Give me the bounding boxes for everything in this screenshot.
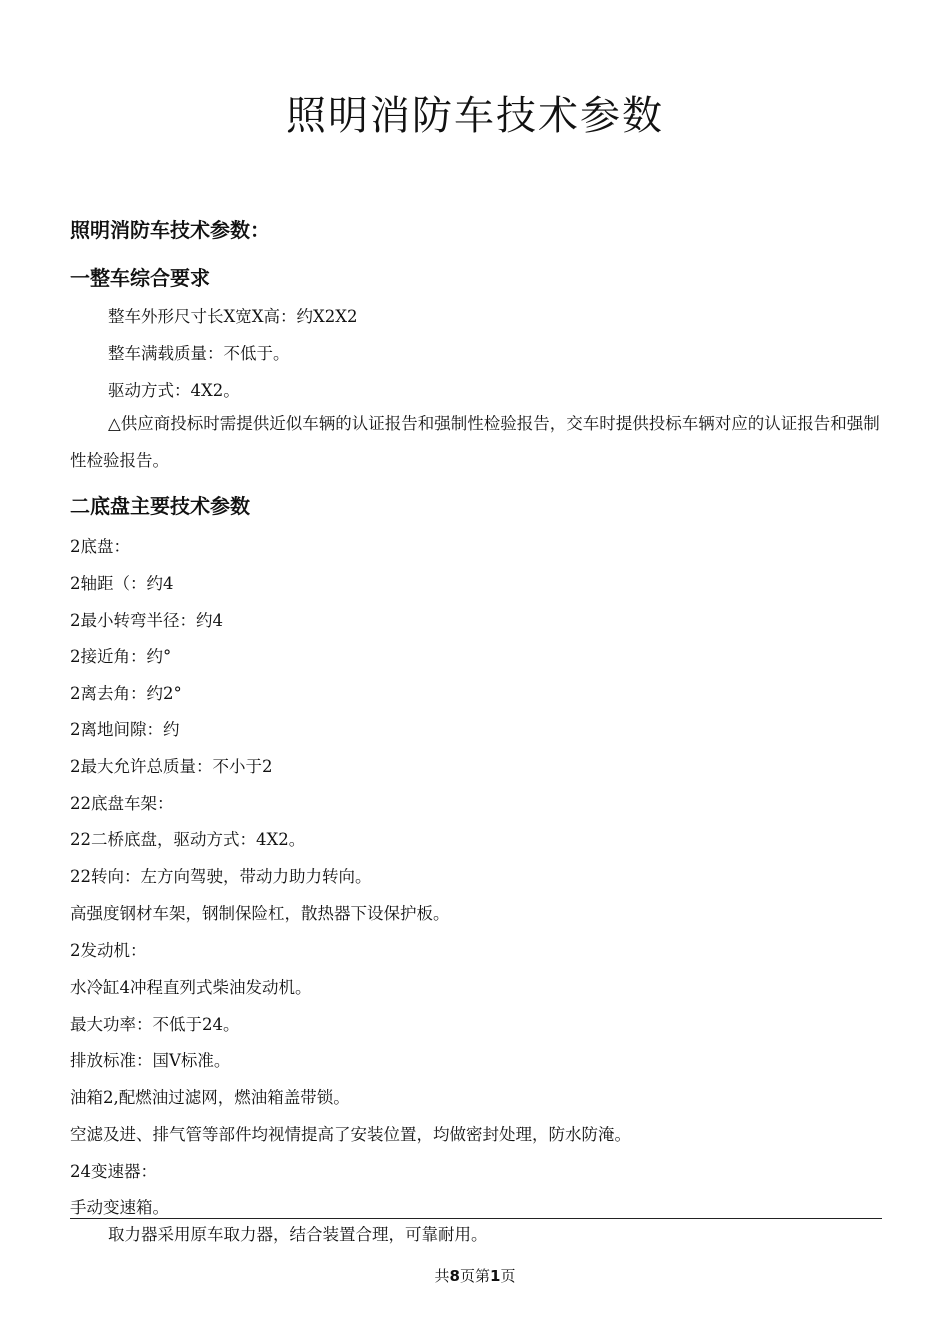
section2-after-rule: 取力器采用原车取力器，结合装置合理，可靠耐用。 [108, 1225, 488, 1244]
page-footer [0, 1265, 950, 1286]
section2-line: 水冷缸4冲程直列式柴油发动机。 [70, 978, 312, 997]
footer-middle: 页第 [459, 1267, 490, 1285]
section2-line: 2最大允许总质量：不小于2 [70, 757, 273, 776]
section2-line: 排放标准：国V标准。 [70, 1051, 231, 1070]
section2-line: 高强度钢材车架，钢制保险杠，散热器下设保护板。 [70, 904, 450, 923]
page-title: 照明消防车技术参数 [286, 93, 664, 139]
section2-line: 2底盘： [70, 537, 130, 556]
section2-line: 22二桥底盘，驱动方式：4X2。 [70, 830, 306, 849]
footer-suffix: 页 [500, 1267, 516, 1285]
section1-item: 整车外形尺寸长X宽X高：约X2X2 [108, 307, 358, 326]
section1-item: 驱动方式：4X2。 [108, 381, 240, 400]
section1-note: △供应商投标时需提供近似车辆的认证报告和强制性检验报告，交车时提供投标车辆对应的认证报告和强制性检验报告。 [70, 414, 880, 470]
section2-line: 2离地间隙：约 [70, 720, 180, 739]
section2-line: 最大功率：不低于24。 [70, 1015, 240, 1034]
footer-rule [70, 1218, 882, 1219]
section1-item: 整车满载质量：不低于。 [108, 344, 290, 363]
footer-current-page: 1 [490, 1267, 501, 1285]
section2-line: 手动变速箱。 [70, 1198, 169, 1217]
section2-line: 油箱2,配燃油过滤网，燃油箱盖带锁。 [70, 1088, 350, 1107]
footer-prefix: 共 [434, 1267, 450, 1285]
intro-heading: 照明消防车技术参数： [70, 218, 270, 242]
section2-line: 24变速器： [70, 1162, 157, 1181]
section2-heading: 二底盘主要技术参数 [70, 494, 250, 518]
section2-line: 22转向：左方向驾驶，带动力助力转向。 [70, 867, 372, 886]
section2-line: 2轴距（：约4 [70, 574, 174, 593]
section2-line: 2最小转弯半径：约4 [70, 611, 223, 630]
section1-heading: 一整车综合要求 [70, 266, 210, 290]
section2-line: 22底盘车架： [70, 794, 174, 813]
section2-line: 空滤及进、排气管等部件均视情提高了安装位置，均做密封处理，防水防淹。 [70, 1125, 631, 1144]
footer-total-pages: 8 [449, 1267, 460, 1285]
section2-line: 2接近角：约° [70, 647, 172, 666]
section2-line: 2发动机： [70, 941, 147, 960]
section2-line: 2离去角：约2° [70, 684, 182, 703]
